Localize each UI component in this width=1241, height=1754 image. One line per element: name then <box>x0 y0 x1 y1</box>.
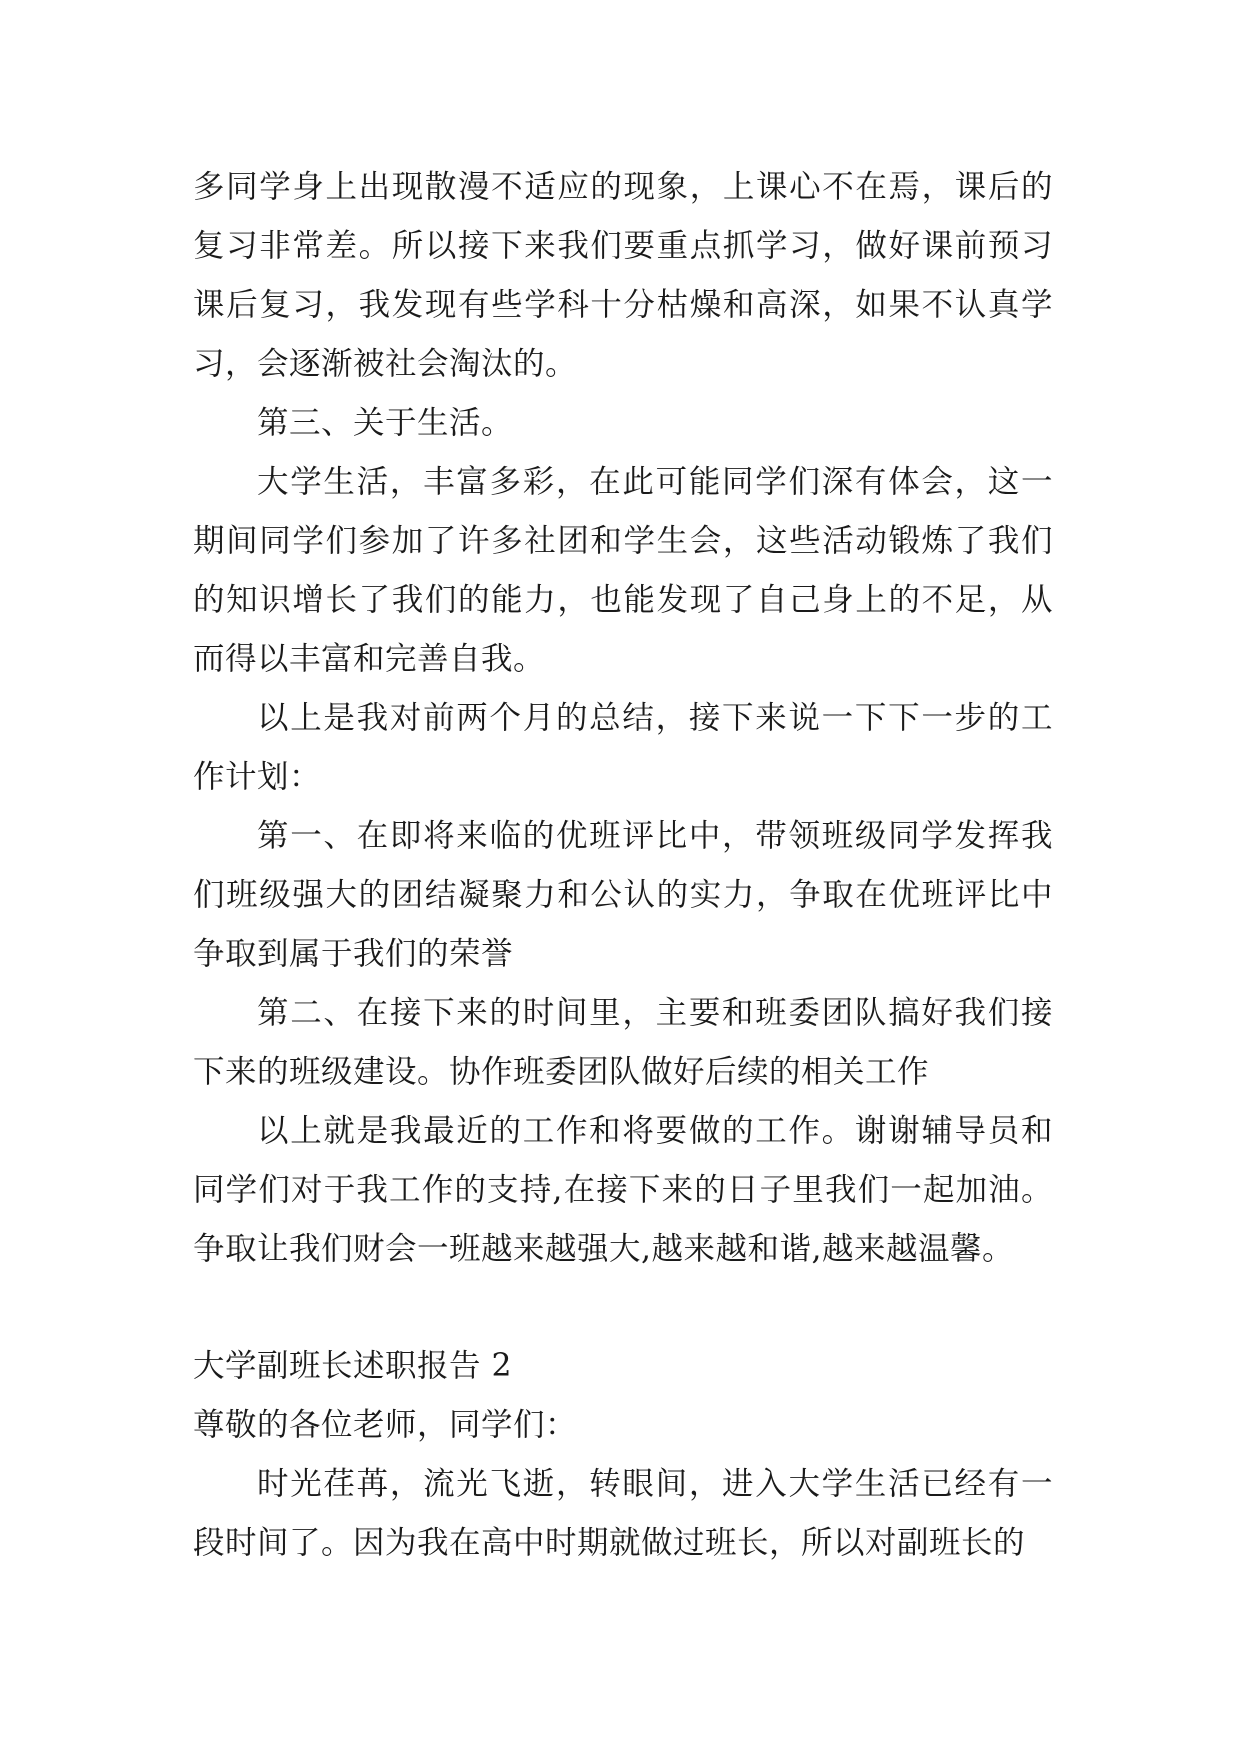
paragraph-6: 第二、在接下来的时间里，主要和班委团队搞好我们接下来的班级建设。协作班委团队做好后续的相关工作 <box>193 995 1053 1090</box>
document-body <box>193 158 1053 1573</box>
paragraph-5: 第一、在即将来临的优班评比中，带领班级同学发挥我们班级强大的团结凝聚力和公认的实力，争取在优班评比中争取到属于我们的荣誉 <box>193 818 1053 972</box>
paragraph-3: 大学生活，丰富多彩，在此可能同学们深有体会，这一期间同学们参加了许多社团和学生会，这些活动锻炼了我们的知识增长了我们的能力，也能发现了自己身上的不足，从而得以丰富和完善自我。 <box>193 464 1053 677</box>
paragraph-7: 以上就是我最近的工作和将要做的工作。谢谢辅导员和同学们对于我工作的支持,在接下来的日子里我们一起加油。争取让我们财会一班越来越强大,越来越和谐,越来越温馨。 <box>193 1113 1053 1267</box>
section-title: 大学副班长述职报告 2 <box>193 1348 513 1384</box>
paragraph-8: 时光荏苒，流光飞逝，转眼间，进入大学生活已经有一段时间了。因为我在高中时期就做过班长，所以对副班长的 <box>193 1466 1053 1561</box>
paragraph-2: 第三、关于生活。 <box>257 405 514 441</box>
section-spacer <box>193 1279 1053 1337</box>
salutation: 尊敬的各位老师，同学们： <box>193 1407 578 1443</box>
paragraph-4: 以上是我对前两个月的总结，接下来说一下下一步的工作计划： <box>193 700 1053 795</box>
paragraph-1: 多同学身上出现散漫不适应的现象，上课心不在焉，课后的复习非常差。所以接下来我们要重点抓学习，做好课前预习课后复习，我发现有些学科十分枯燥和高深，如果不认真学习，会逐渐被社会淘汰的。 <box>193 169 1053 382</box>
